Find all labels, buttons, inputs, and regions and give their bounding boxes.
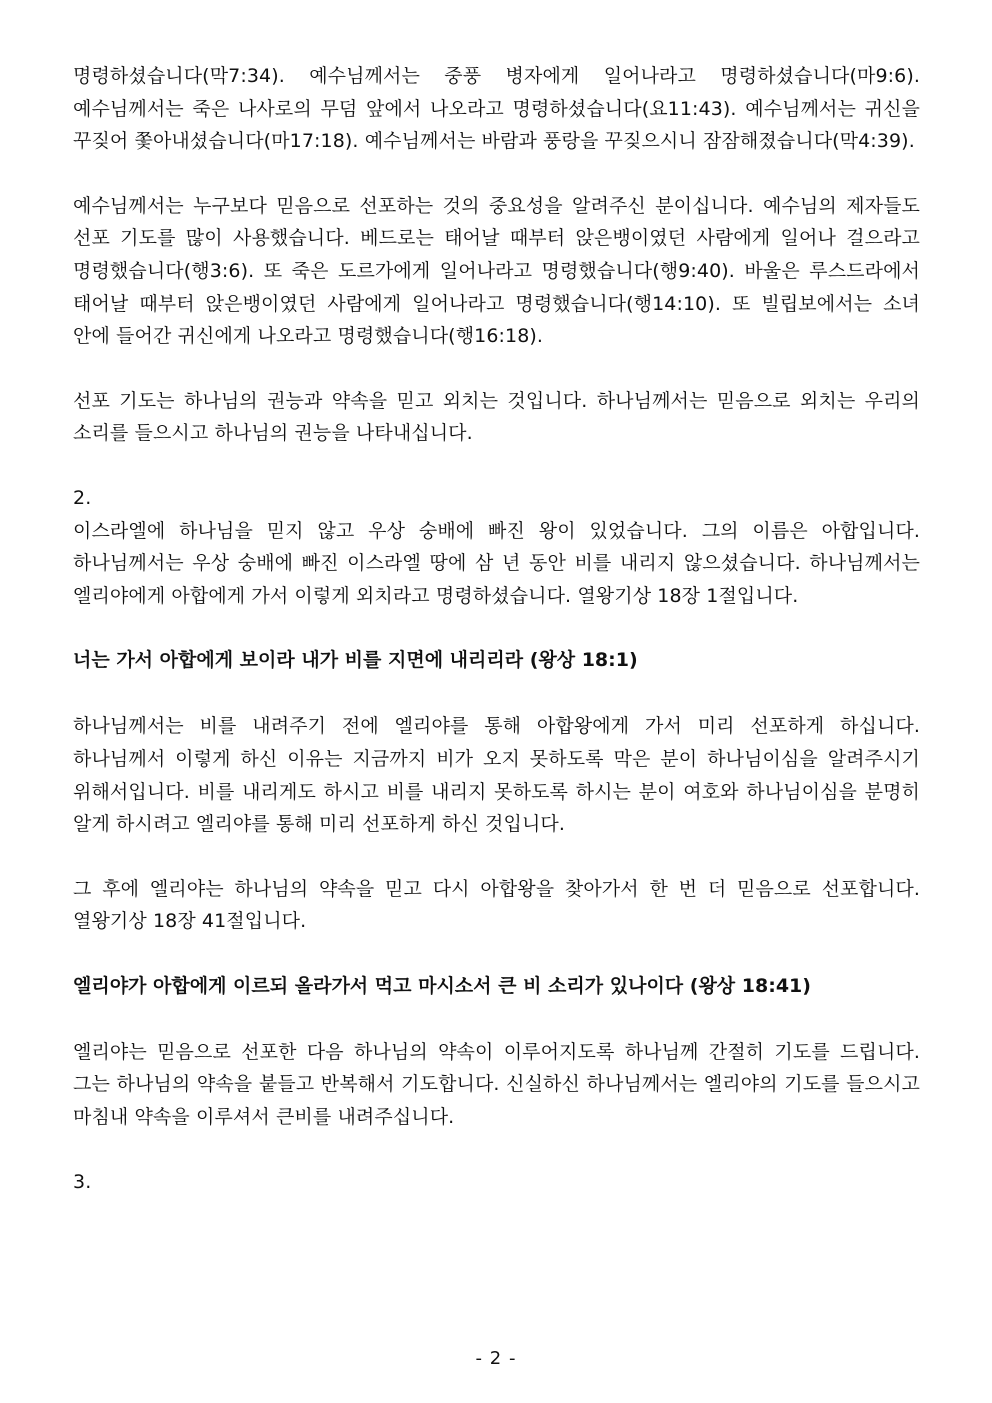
paragraph-1: 명령하셨습니다(막7:34). 예수님께서는 중풍 병자에게 일어나라고 명령하셨습니다(마9:6). 예수님께서는 죽은 나사로의 무덤 앞에서 나오라고 명령하셨습니다(요11:43). 예수님께서는 귀신을 꾸짖어 쫓아내셨습니다(마17:18). 예수님께서는 바람과 풍랑을 꾸짖으시니 잠잠해졌습니다(막4:39). (73, 65, 920, 153)
page-number: - 2 - (475, 1348, 517, 1369)
paragraph-4: 이스라엘에 하나님을 믿지 않고 우상 숭배에 빠진 왕이 있었습니다. 그의 이름은 아합입니다. 하나님께서는 우상 숭배에 빠진 이스라엘 땅에 삼 년 동안 비를 내리지 않으셨습니다. 하나님께서는 엘리야에게 아합에게 가서 이렇게 외치라고 명령하셨습니다. 열왕기상 18장 1절입니다. (73, 519, 920, 607)
verse-quote-2: 엘리야가 아합에게 이르되 올라가서 먹고 마시소서 큰 비 소리가 있나이다 (왕상 18:41) (73, 974, 811, 997)
document-body (73, 60, 920, 1198)
verse-quote-1: 너는 가서 아합에게 보이라 내가 비를 지면에 내리리라 (왕상 18:1) (73, 649, 638, 672)
paragraph-5: 하나님께서는 비를 내려주기 전에 엘리야를 통해 아합왕에게 가서 미리 선포하게 하십니다. 하나님께서 이렇게 하신 이유는 지금까지 비가 오지 못하도록 막은 분이 하나님이심을 알려주시기 위해서입니다. 비를 내리게도 하시고 비를 내리지 못하도록 하시는 분이 여호와 하나님이심을 분명히 알게 하시려고 엘리야를 통해 미리 선포하게 하신 것입니다. (73, 715, 920, 836)
paragraph-6: 그 후에 엘리야는 하나님의 약속을 믿고 다시 아합왕을 찾아가서 한 번 더 믿음으로 선포합니다. 열왕기상 18장 41절입니다. (73, 877, 920, 933)
paragraph-7: 엘리야는 믿음으로 선포한 다음 하나님의 약속이 이루어지도록 하나님께 간절히 기도를 드립니다. 그는 하나님의 약속을 붙들고 반복해서 기도합니다. 신실하신 하나님께서는 엘리야의 기도를 들으시고 마침내 약속을 이루셔서 큰비를 내려주십니다. (73, 1040, 920, 1129)
paragraph-3: 선포 기도는 하나님의 권능과 약속을 믿고 외치는 것입니다. 하나님께서는 믿음으로 외치는 우리의 소리를 들으시고 하나님의 권능을 나타내십니다. (73, 389, 920, 445)
section-number-3: 3. (73, 1170, 92, 1193)
paragraph-2: 예수님께서는 누구보다 믿음으로 선포하는 것의 중요성을 알려주신 분이십니다. 예수님의 제자들도 선포 기도를 많이 사용했습니다. 베드로는 태어날 때부터 앉은뱅이였던 사람에게 일어나 걸으라고 명령했습니다(행3:6). 또 죽은 도르가에게 일어나라고 명령했습니다(행9:40). 바울은 루스드라에서 태어날 때부터 앉은뱅이였던 사람에게 일어나라고 명령했습니다(행14:10). 또 빌립보에서는 소녀 안에 들어간 귀신에게 나오라고 명령했습니다(행16:18). (73, 194, 920, 348)
section-number-2: 2. (73, 486, 92, 509)
